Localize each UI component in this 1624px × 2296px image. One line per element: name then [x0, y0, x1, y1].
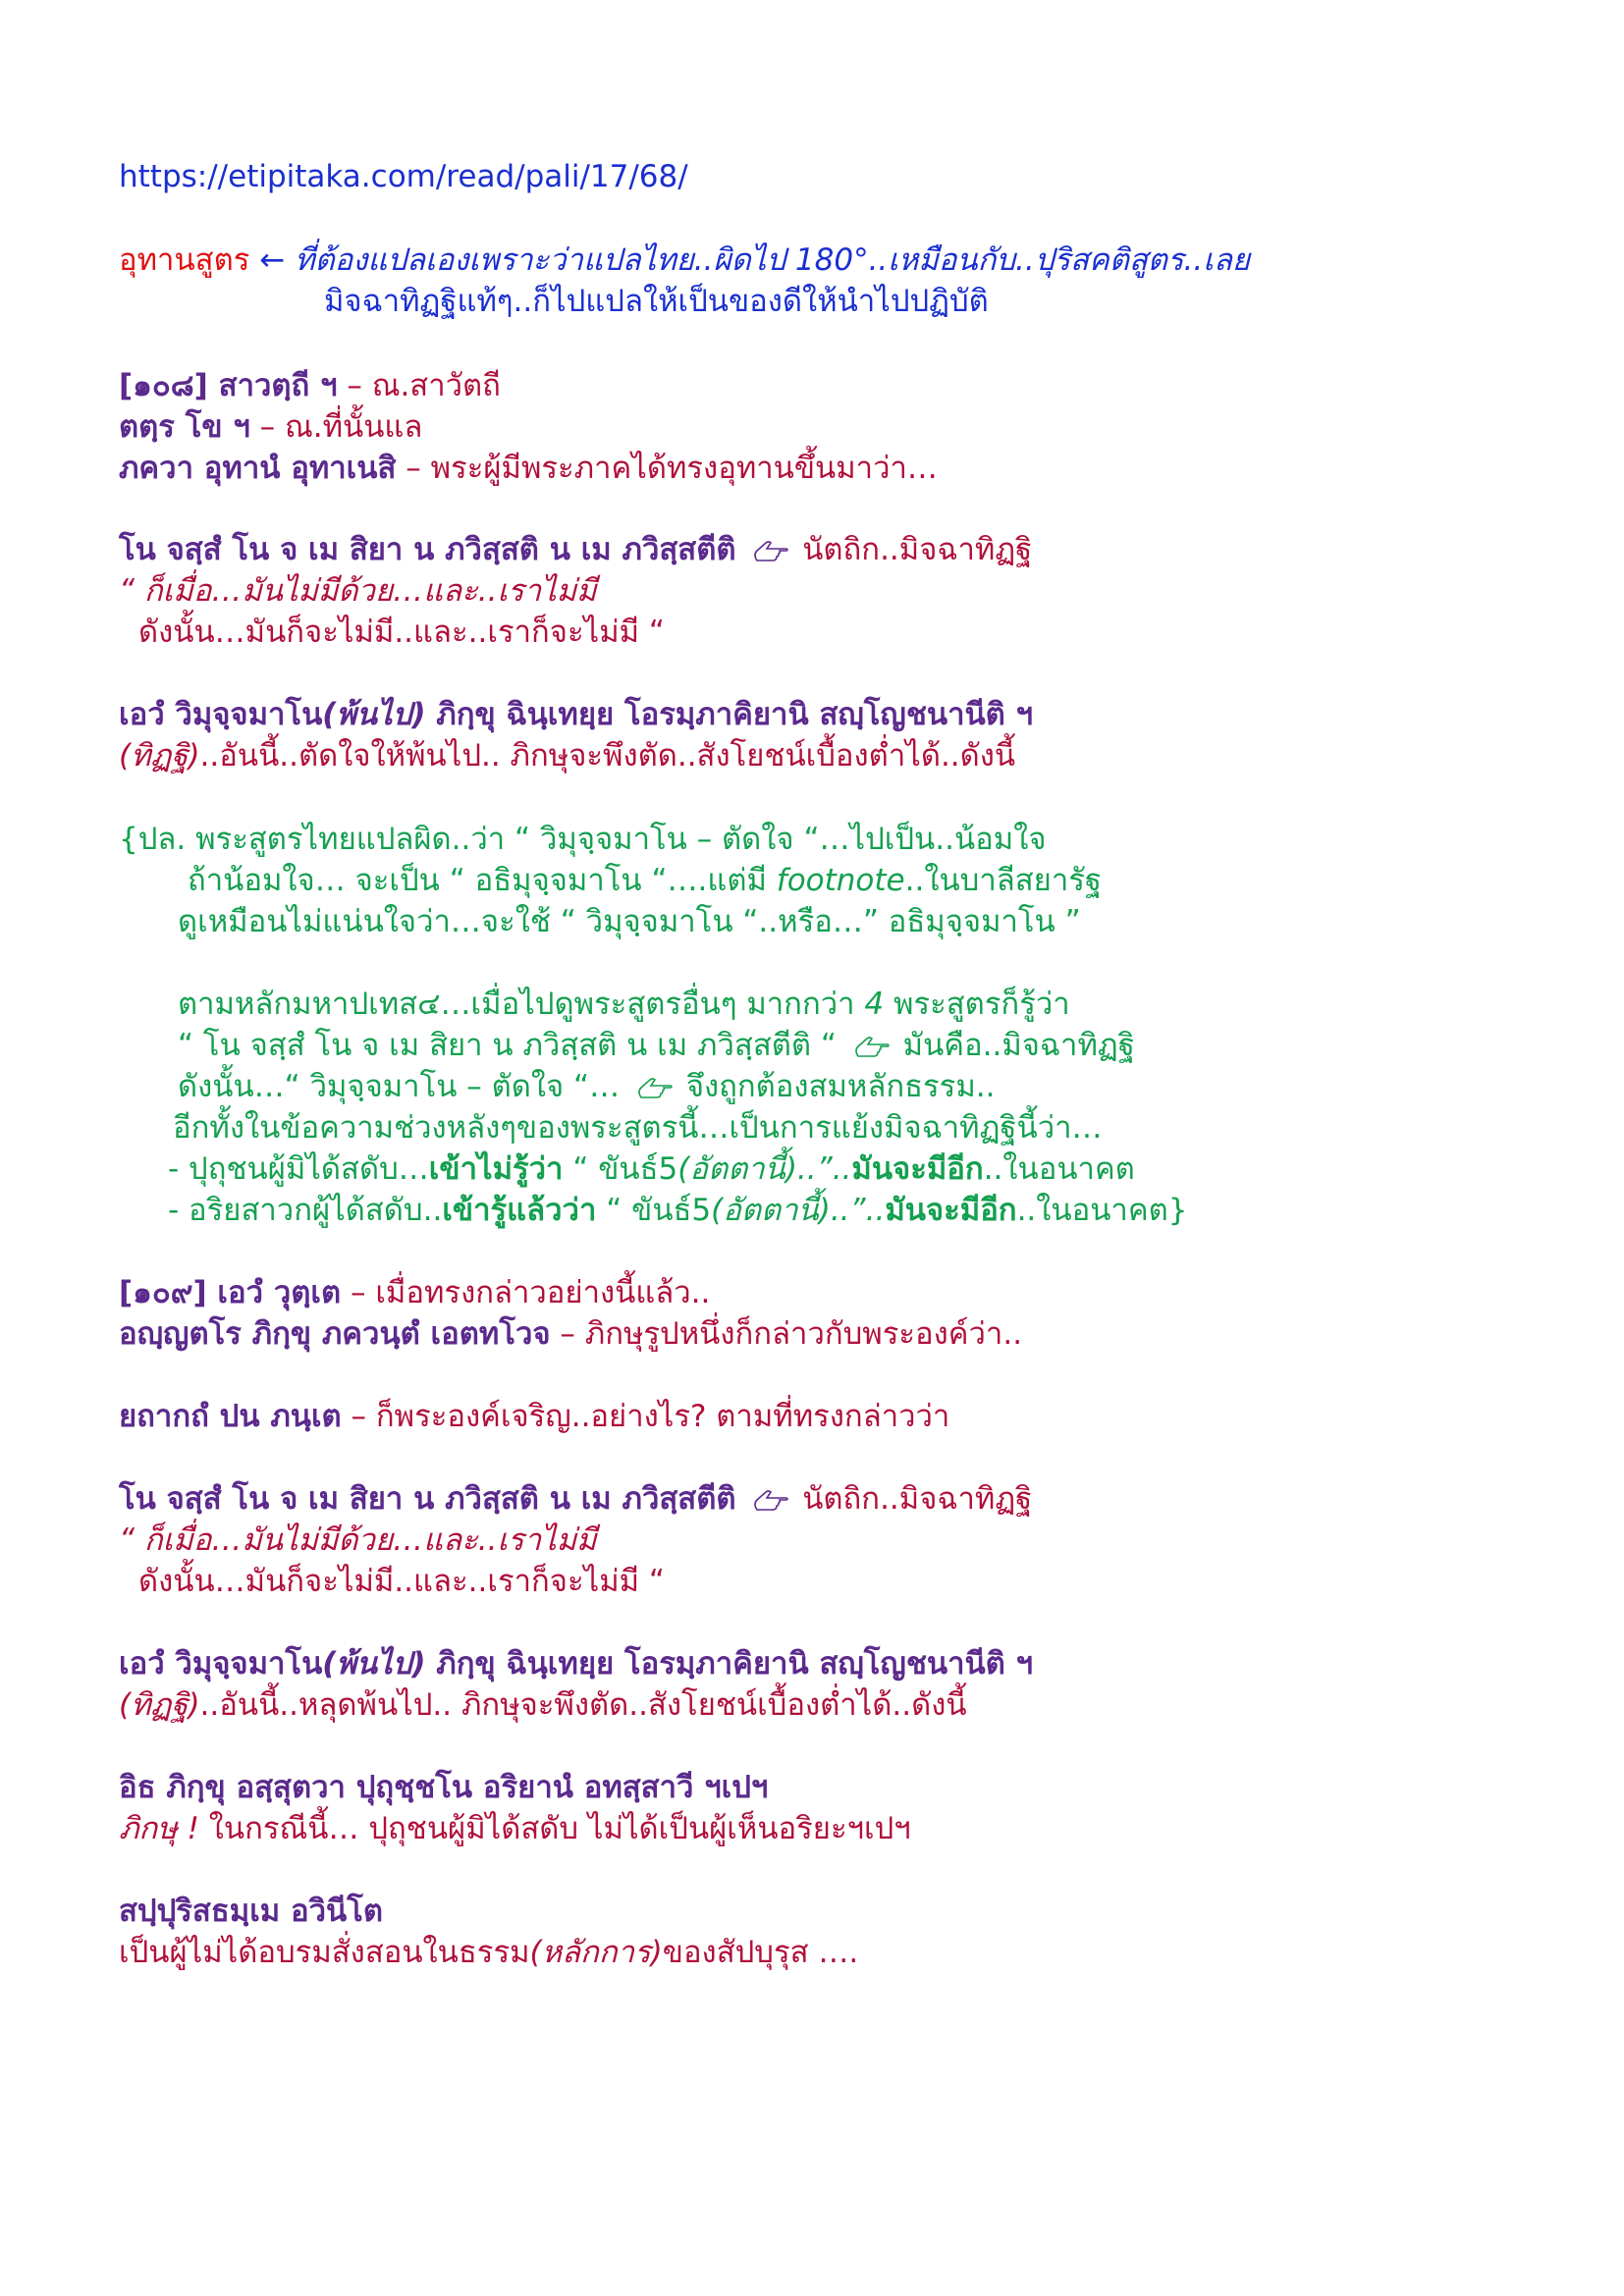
- thai-paren: (ทิฏฐิ): [119, 738, 200, 774]
- comment-text: “ โน จสฺสํ โน จ เม สิยา น ภวิสฺสติ น เม ภวิสฺสตีติ “: [178, 1028, 837, 1063]
- verse-note: นัตถิก..มิจฉาทิฏฐิ: [802, 1481, 1033, 1517]
- thai-text: – ณ.ที่นั้นแล: [259, 409, 423, 445]
- pointing-hand-icon: [749, 539, 788, 564]
- thai-text: – เมื่อทรงกล่าวอย่างนี้แล้ว..: [341, 1275, 711, 1310]
- comment-bold: เข้าไม่รู้ว่า: [428, 1151, 564, 1187]
- commentary-5: [178, 1026, 1135, 1065]
- comment-text: ตามหลักมหาปเทส๔…เมื่อไปดูพระสูตรอื่นๆ มากกว่า: [178, 987, 865, 1022]
- comment-text: ..ในบาลีสยารัฐ: [904, 863, 1102, 898]
- comment-bold: มันจะมีอีก: [851, 1151, 984, 1187]
- pali-text: ภควา อุทานํ อุทาเนสิ: [119, 451, 397, 486]
- comment-text: - อริยสาวกผู้ได้สดับ..: [168, 1193, 443, 1228]
- thai-text: ..อันนี้..หลุดพ้นไป.. ภิกษุจะพึงตัด..สังโยชน์เบื้องต่ำได้..ดังนี้: [199, 1687, 967, 1723]
- commentary-2: [188, 861, 1102, 900]
- evam2-pali: [119, 1644, 1033, 1683]
- verse1-pali-line: [119, 530, 1032, 569]
- s108-line-3: [119, 449, 938, 488]
- s108-line-2: [119, 407, 422, 447]
- arrow: ←: [259, 242, 286, 278]
- comment-text: - ปุถุชนผู้มิได้สดับ…: [168, 1151, 429, 1187]
- verse1-thai-2: ดังนั้น…มันก็จะไม่มี..และ..เราก็จะไม่มี “: [138, 614, 665, 650]
- idha-thai: [119, 1809, 911, 1848]
- pointing-hand-icon: [749, 1488, 788, 1514]
- sappurisa-pali: สปฺปุริสธมฺเม อวินีโต: [119, 1894, 384, 1929]
- pali-text: ภิกฺขุ ฉินฺเทยฺย โอรมฺภาคิยานิ สญฺโญชนานีติ ฯ: [425, 1646, 1034, 1682]
- pali-text: [๑๐๙] เอวํ วุตฺเต: [119, 1275, 342, 1310]
- comment-italic: (อัตตานี้)..”..: [677, 1151, 852, 1187]
- commentary-6: [178, 1067, 995, 1106]
- pali-text: [๑๐๘] สาวตฺถี ฯ: [119, 368, 338, 403]
- pali-text: เอวํ วิมุจฺจมาโน: [119, 1646, 323, 1682]
- pali-verse: โน จสฺสํ โน จ เม สิยา น ภวิสฺสติ น เม ภวิสฺสตีติ: [119, 532, 736, 567]
- comment-text: พระสูตรก็รู้ว่า: [884, 987, 1070, 1022]
- comment-text: ..ในอนาคต}: [1016, 1193, 1188, 1228]
- exclamation: !: [187, 1811, 199, 1846]
- pointing-hand-icon: [633, 1076, 673, 1101]
- evam1-thai: [119, 736, 1015, 775]
- pali-text: ยถากถํ ปน ภนฺเต: [119, 1399, 342, 1434]
- pali-verse: โน จสฺสํ โน จ เม สิยา น ภวิสฺสติ น เม ภวิสฺสตีติ: [119, 1481, 736, 1517]
- s109-line-2: [119, 1314, 1022, 1354]
- comment-text: ..ในอนาคต: [983, 1151, 1135, 1187]
- pali-text: ภิกฺขุ ฉินฺเทยฺย โอรมฺภาคิยานิ สญฺโญชนานีติ ฯ: [425, 697, 1034, 732]
- comment-text: ถ้าน้อมใจ… จะเป็น “ อธิมุจฺจมาโน “….แต่มี: [188, 863, 777, 898]
- comment-text: ดังนั้น…“ วิมุจฺจมาโน – ตัดใจ “…: [178, 1069, 621, 1104]
- sutta-title: อุทานสูตร: [119, 242, 250, 278]
- pali-paren: (พ้นไป): [322, 1646, 426, 1682]
- thai-text: – ณ.สาวัตถี: [347, 368, 501, 403]
- title-note-1: ที่ต้องแปลเองเพราะว่าแปลไทย..ผิดไป 180°..เหมือนกับ..ปุริสคติสูตร..เลย: [295, 242, 1251, 278]
- sappurisa-thai: [119, 1933, 858, 1972]
- commentary-9: [168, 1191, 1187, 1230]
- thai-paren: (ทิฏฐิ): [119, 1687, 200, 1723]
- source-url[interactable]: https://etipitaka.com/read/pali/17/68/: [119, 159, 688, 194]
- commentary-4: [178, 985, 1070, 1024]
- title-line: [119, 240, 1250, 280]
- comment-italic: footnote: [776, 863, 905, 898]
- s109-line-3: [119, 1397, 949, 1436]
- comment-text: “ ขันธ์5: [596, 1193, 712, 1228]
- thai-text: – ก็พระองค์เจริญ..อย่างไร? ตามที่ทรงกล่าวว่า: [341, 1399, 950, 1434]
- s109-line-1: [119, 1273, 710, 1312]
- thai-text: ภิกษุ: [119, 1811, 188, 1846]
- comment-bold: เข้ารู้แล้วว่า: [442, 1193, 597, 1228]
- comment-text: “ ขันธ์5: [563, 1151, 678, 1187]
- pointing-hand-icon: [850, 1035, 890, 1060]
- verse-note: นัตถิก..มิจฉาทิฏฐิ: [802, 532, 1033, 567]
- verse1-thai-1: “ ก็เมื่อ…มันไม่มีด้วย…และ..เราไม่มี: [119, 573, 597, 609]
- commentary-8: [168, 1149, 1135, 1189]
- thai-paren: (หลักการ): [529, 1935, 663, 1970]
- comment-bold: มันจะมีอีก: [885, 1193, 1017, 1228]
- thai-text: ..อันนี้..ตัดใจให้พ้นไป.. ภิกษุจะพึงตัด..สังโยชน์เบื้องต่ำได้..ดังนี้: [199, 738, 1016, 774]
- comment-italic: 4: [864, 987, 885, 1022]
- idha-pali: อิธ ภิกฺขุ อสฺสุตวา ปุถุชฺชโน อริยานํ อทสฺสาวี ฯเปฯ: [119, 1770, 769, 1805]
- thai-text: เป็นผู้ไม่ได้อบรมสั่งสอนในธรรม: [119, 1935, 530, 1970]
- comment-text: มันคือ..มิจฉาทิฏฐิ: [902, 1028, 1135, 1063]
- title-note-2: มิจฉาทิฏฐิแท้ๆ..ก็ไปแปลให้เป็นของดีให้นำไปปฏิบัติ: [324, 284, 989, 319]
- verse2-thai-1: “ ก็เมื่อ…มันไม่มีด้วย…และ..เราไม่มี: [119, 1522, 597, 1558]
- s108-line-1: [119, 366, 501, 405]
- thai-text: ในกรณีนี้… ปุถุชนผู้มิได้สดับ ไม่ได้เป็นผู้เห็นอริยะฯเปฯ: [198, 1811, 911, 1846]
- thai-text: ของสัปบุรุส ….: [662, 1935, 859, 1970]
- thai-text: – พระผู้มีพระภาคได้ทรงอุทานขึ้นมาว่า…: [406, 451, 938, 486]
- commentary-3: ดูเหมือนไม่แน่นใจว่า…จะใช้ “ วิมุจฺจมาโน “..หรือ…” อธิมุจฺจมาโน ”: [178, 904, 1081, 939]
- thai-text: – ภิกษุรูปหนึ่งก็กล่าวกับพระองค์ว่า..: [550, 1316, 1023, 1352]
- evam1-pali: [119, 695, 1033, 734]
- pali-text: เอวํ วิมุจฺจมาโน: [119, 697, 323, 732]
- pali-paren: (พ้นไป): [322, 697, 426, 732]
- commentary-1: {ปล. พระสูตรไทยแปลผิด..ว่า “ วิมุจฺจมาโน – ตัดใจ “…ไปเป็น..น้อมใจ: [119, 822, 1047, 857]
- verse2-thai-2: ดังนั้น…มันก็จะไม่มี..และ..เราก็จะไม่มี “: [138, 1564, 665, 1599]
- commentary-7: อีกทั้งในข้อความช่วงหลังๆของพระสูตรนี้…เป็นการแย้งมิจฉาทิฏฐินี้ว่า…: [173, 1110, 1103, 1146]
- pali-text: อญฺญตโร ภิกฺขุ ภควนฺตํ เอตทโวจ: [119, 1316, 551, 1352]
- verse2-pali-line: [119, 1479, 1032, 1519]
- evam2-thai: [119, 1685, 967, 1725]
- comment-italic: (อัตตานี้)..”..: [711, 1193, 886, 1228]
- pali-text: ตตฺร โข ฯ: [119, 409, 250, 445]
- comment-text: จึงถูกต้องสมหลักธรรม..: [685, 1069, 996, 1104]
